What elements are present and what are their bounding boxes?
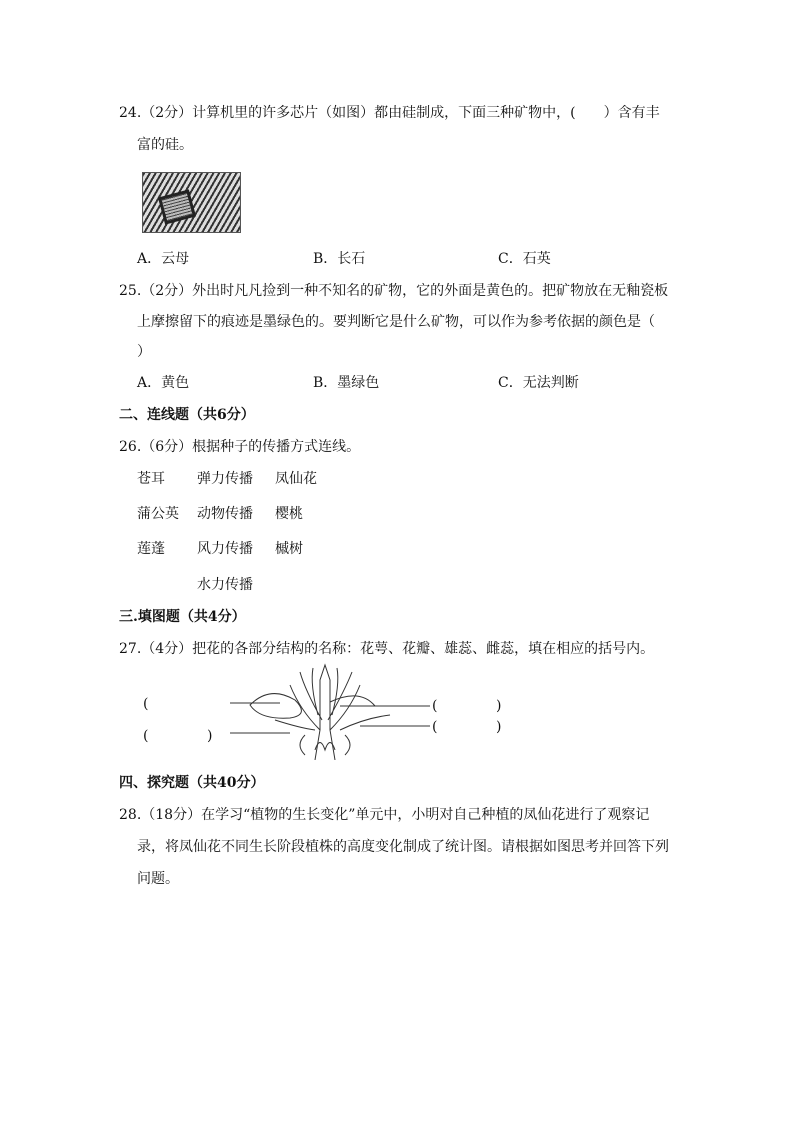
answer-bracket-close: ) xyxy=(496,719,502,735)
q26-right-item: 凤仙花 xyxy=(275,471,317,487)
section-heading-3: 三.填图题（共4分） xyxy=(119,609,246,625)
answer-bracket-open[interactable]: ( xyxy=(143,728,149,744)
q24-option-b: B．长石 xyxy=(313,251,366,267)
computer-chip-image xyxy=(142,172,241,233)
answer-bracket-open[interactable]: ( xyxy=(143,696,149,712)
q28-text-cont: 录，将凤仙花不同生长阶段植株的高度变化制成了统计图。请根据如图思考并回答下列 xyxy=(137,839,669,855)
q27-text: 27.（4分）把花的各部分结构的名称：花萼、花瓣、雄蕊、雌蕊，填在相应的括号内。 xyxy=(119,641,655,657)
q26-middle-item: 弹力传播 xyxy=(197,471,253,487)
q25-text-cont2: ） xyxy=(137,344,151,360)
q26-middle-item: 水力传播 xyxy=(197,577,253,593)
q24-option-c: C．石英 xyxy=(498,251,551,267)
flower-structure-diagram xyxy=(130,660,530,760)
answer-bracket-open[interactable]: ( xyxy=(432,698,438,714)
q26-left-item: 苍耳 xyxy=(137,471,165,487)
q26-middle-item: 风力传播 xyxy=(197,541,253,557)
section-heading-4: 四、探究题（共40分） xyxy=(119,775,265,791)
q26-text: 26.（6分）根据种子的传播方式连线。 xyxy=(119,439,361,455)
q26-middle-item: 动物传播 xyxy=(197,506,253,522)
q28-text: 28.（18分）在学习“植物的生长变化”单元中，小明对自己种植的凤仙花进行了观察记 xyxy=(119,807,650,823)
q25-option-a: A．黄色 xyxy=(137,375,190,391)
q26-left-item: 莲蓬 xyxy=(137,541,165,557)
q24-text-cont: 富的硅。 xyxy=(137,137,193,153)
q26-left-item: 蒲公英 xyxy=(137,506,179,522)
q25-option-c: C．无法判断 xyxy=(498,375,579,391)
answer-bracket-close: ) xyxy=(207,728,213,744)
answer-bracket-open[interactable]: ( xyxy=(432,719,438,735)
q28-text-cont2: 问题。 xyxy=(137,871,179,887)
q25-text: 25.（2分）外出时凡凡捡到一种不知名的矿物，它的外面是黄色的。把矿物放在无釉瓷板 xyxy=(119,283,669,299)
q25-text-cont: 上摩擦留下的痕迹是墨绿色的。要判断它是什么矿物，可以作为参考依据的颜色是（ xyxy=(137,314,655,330)
answer-bracket-close: ) xyxy=(496,698,502,714)
q24-text: 24.（2分）计算机里的许多芯片（如图）都由硅制成，下面三种矿物中，( ）含有丰 xyxy=(119,105,660,121)
q24-option-a: A．云母 xyxy=(137,251,190,267)
q25-option-b: B．墨绿色 xyxy=(313,375,380,391)
q26-right-item: 樱桃 xyxy=(275,506,303,522)
q26-right-item: 槭树 xyxy=(275,541,303,557)
section-heading-2: 二、连线题（共6分） xyxy=(119,407,255,423)
